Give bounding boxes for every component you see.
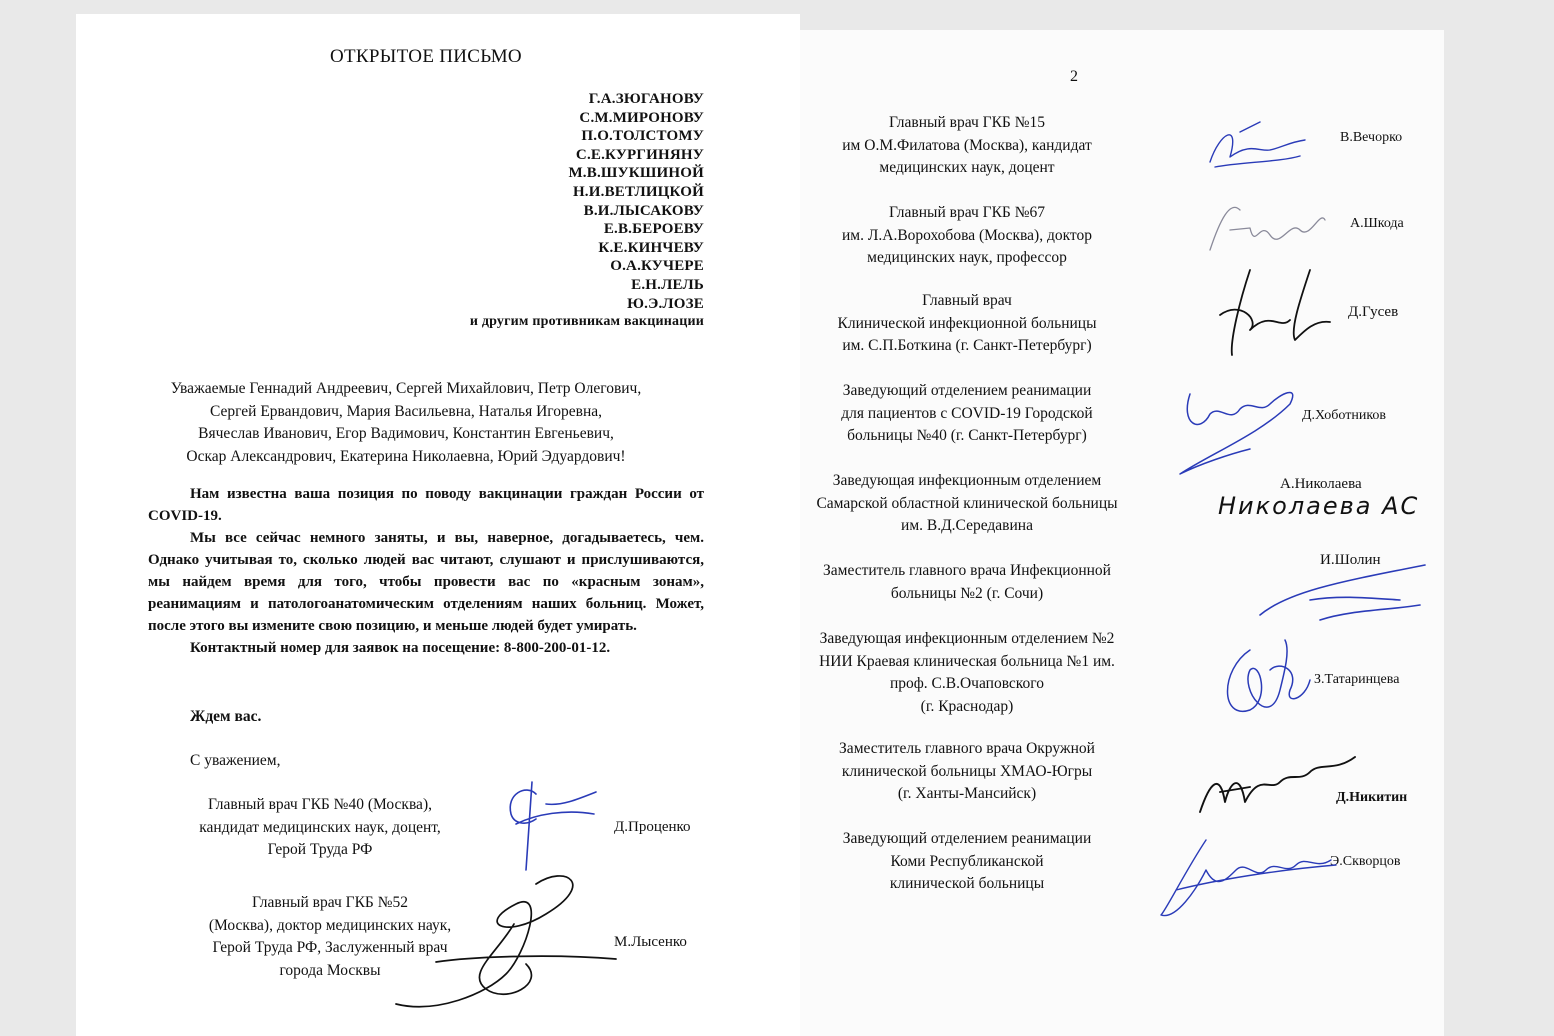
signatory-role-skvortsov (800, 828, 1134, 896)
signatory-role-nikolaeva (800, 470, 1134, 538)
signatory-name-khobotnikov: Д.Хоботников (1302, 408, 1387, 423)
closing-line: Ждем вас. (190, 708, 262, 725)
signatory-name-gusev: Д.Гусев (1348, 304, 1399, 320)
addressee: С.М.МИРОНОВУ (579, 109, 704, 126)
signatory-name-lysenko: М.Лысенко (614, 934, 687, 950)
greeting-line: Оскар Александрович, Екатерина Николаевна, Юрий Эдуардович! (186, 447, 626, 465)
role-line: (г. Краснодар) (920, 697, 1014, 715)
signatory-role-gusev (800, 290, 1134, 358)
role-line: им. С.П.Боткина (г. Санкт-Петербург) (842, 337, 1092, 354)
role-line: Заведующая инфекционным отделением (832, 472, 1102, 489)
role-line: кандидат медицинских наук, доцент, (199, 818, 441, 836)
role-line: им О.М.Филатова (Москва), кандидат (842, 136, 1092, 154)
role-line: Заведующий отделением реанимации (842, 830, 1092, 847)
signature-vechorko (1200, 112, 1310, 187)
role-line: Заместитель главного врача Инфекционной (823, 562, 1111, 579)
signature-skvortsov (1156, 830, 1346, 935)
role-line: Герой Труда РФ (267, 841, 373, 858)
role-line: Заведующая инфекционным отделением №2 (819, 630, 1115, 647)
role-line: города Москвы (279, 961, 381, 979)
addressee: К.Е.КИНЧЕВУ (598, 239, 704, 256)
signatory-name-shkoda: А.Шкода (1350, 216, 1404, 231)
body-paragraph: Нам известна ваша позиция по поводу вакцинации граждан России от COVID-19. (148, 486, 704, 524)
signatory-role-shkoda (800, 202, 1134, 270)
signatory-name-vechorko: В.Вечорко (1340, 130, 1403, 145)
role-line: Коми Республиканской (890, 852, 1044, 870)
signatory-role-vechorko (800, 112, 1134, 180)
role-line: Главный врач ГКБ №15 (889, 114, 1045, 131)
addressee-others: и другим противникам вакцинации (469, 314, 704, 330)
signatory-name-sholin: И.Шолин (1320, 552, 1381, 568)
signatory-role-nikitin (800, 738, 1134, 806)
role-line: Главный врач (922, 292, 1012, 309)
letter-page-1 (76, 14, 800, 1036)
addressee: Е.В.БЕРОЕВУ (603, 221, 704, 238)
role-line: им. В.Д.Середавина (901, 517, 1033, 534)
signature-khobotnikov (1170, 364, 1320, 489)
addressee: О.А.КУЧЕРЕ (610, 258, 704, 275)
contact-paragraph: Контактный номер для заявок на посещение: 8-800-200-01-12. (190, 640, 611, 656)
signature-sholin (1250, 560, 1440, 635)
role-line: Главный врач ГКБ №52 (252, 894, 408, 911)
role-line: Герой Труда РФ, Заслуженный врач (212, 939, 448, 956)
letter-title: ОТКРЫТОЕ ПИСЬМО (330, 46, 522, 67)
addressee: М.В.ШУКШИНОЙ (568, 165, 704, 182)
role-line: Заведующий отделением реанимации (842, 382, 1092, 399)
letter-page-2 (800, 30, 1444, 1036)
role-line: Клинической инфекционной больницы (837, 314, 1097, 332)
role-line: Главный врач ГКБ №67 (889, 204, 1045, 221)
role-line: клинической больницы (889, 875, 1045, 892)
signatory-role-protsenko (160, 794, 480, 862)
addressee: В.И.ЛЫСАКОВУ (583, 202, 704, 219)
role-line: Главный врач ГКБ №40 (Москва), (208, 796, 432, 813)
role-line: медицинских наук, доцент (879, 159, 1055, 176)
signatory-name-nikitin: Д.Никитин (1336, 790, 1408, 805)
signatory-role-khobotnikov (800, 380, 1134, 448)
role-line: для пациентов с COVID-19 Городской (841, 404, 1093, 422)
page-number: 2 (1070, 68, 1078, 85)
signature-nikolaeva: Николаева АС (1218, 492, 1420, 520)
role-line: НИИ Краевая клиническая больница №1 им. (819, 652, 1115, 670)
body-paragraph: Мы все сейчас немного заняты, и вы, наверное, догадываетесь, чем. Однако учитывая то, сколько людей вас читают, слушают и прислушиваются, мы найдем время для того, чтобы провести вас по «красным зонам», реанимациям и патологоанатомическим отделениям наших больниц. Может, после этого вы измените свою позицию, и меньше людей будет умирать. (148, 530, 704, 634)
role-line: (Москва), доктор медицинских наук, (208, 916, 452, 934)
role-line: им. Л.А.Ворохобова (Москва), доктор (842, 226, 1092, 244)
role-line: Заместитель главного врача Окружной (839, 740, 1095, 757)
addressee: Ю.Э.ЛОЗЕ (627, 295, 704, 312)
signature-tatarintseva (1210, 630, 1320, 745)
role-line: больницы №40 (г. Санкт-Петербург) (847, 427, 1087, 444)
signatory-name-tatarintseva: З.Татаринцева (1314, 672, 1400, 687)
signature-lysenko (376, 864, 636, 1029)
addressee: Е.Н.ЛЕЛЬ (631, 276, 704, 293)
signatory-role-sholin (800, 560, 1134, 605)
signatory-name-nikolaeva: А.Николаева (1280, 476, 1362, 492)
greeting-line: Вячеслав Иванович, Егор Вадимович, Константин Евгеньевич, (198, 425, 614, 442)
addressee: П.О.ТОЛСТОМУ (581, 128, 704, 145)
signatory-name-protsenko: Д.Проценко (614, 819, 691, 835)
greeting-line: Уважаемые Геннадий Андреевич, Сергей Михайлович, Петр Олегович, (170, 380, 642, 397)
addressee: Н.И.ВЕТЛИЦКОЙ (572, 183, 704, 200)
role-line: (г. Ханты-Мансийск) (897, 785, 1037, 802)
addressee: С.Е.КУРГИНЯНУ (575, 146, 704, 163)
signatory-name-skvortsov: Э.Скворцов (1330, 854, 1401, 869)
greeting-line: Сергей Ервандович, Мария Васильевна, Наталья Игоревна, (209, 402, 603, 420)
role-line: клинической больницы ХМАО-Югры (841, 762, 1093, 780)
greeting (146, 378, 666, 468)
role-line: медицинских наук, профессор (867, 249, 1067, 266)
signatory-role-tatarintseva (800, 628, 1134, 718)
addressee-list (344, 90, 704, 332)
signature-nikitin (1190, 742, 1360, 827)
role-line: проф. С.В.Очаповского (889, 675, 1045, 692)
role-line: больницы №2 (г. Сочи) (890, 584, 1044, 602)
addressee: Г.А.ЗЮГАНОВУ (588, 91, 704, 107)
letter-body (148, 483, 704, 659)
regards-line: С уважением, (190, 752, 281, 769)
signature-gusev (1220, 260, 1340, 365)
role-line: Самарской областной клинической больницы (816, 494, 1118, 512)
